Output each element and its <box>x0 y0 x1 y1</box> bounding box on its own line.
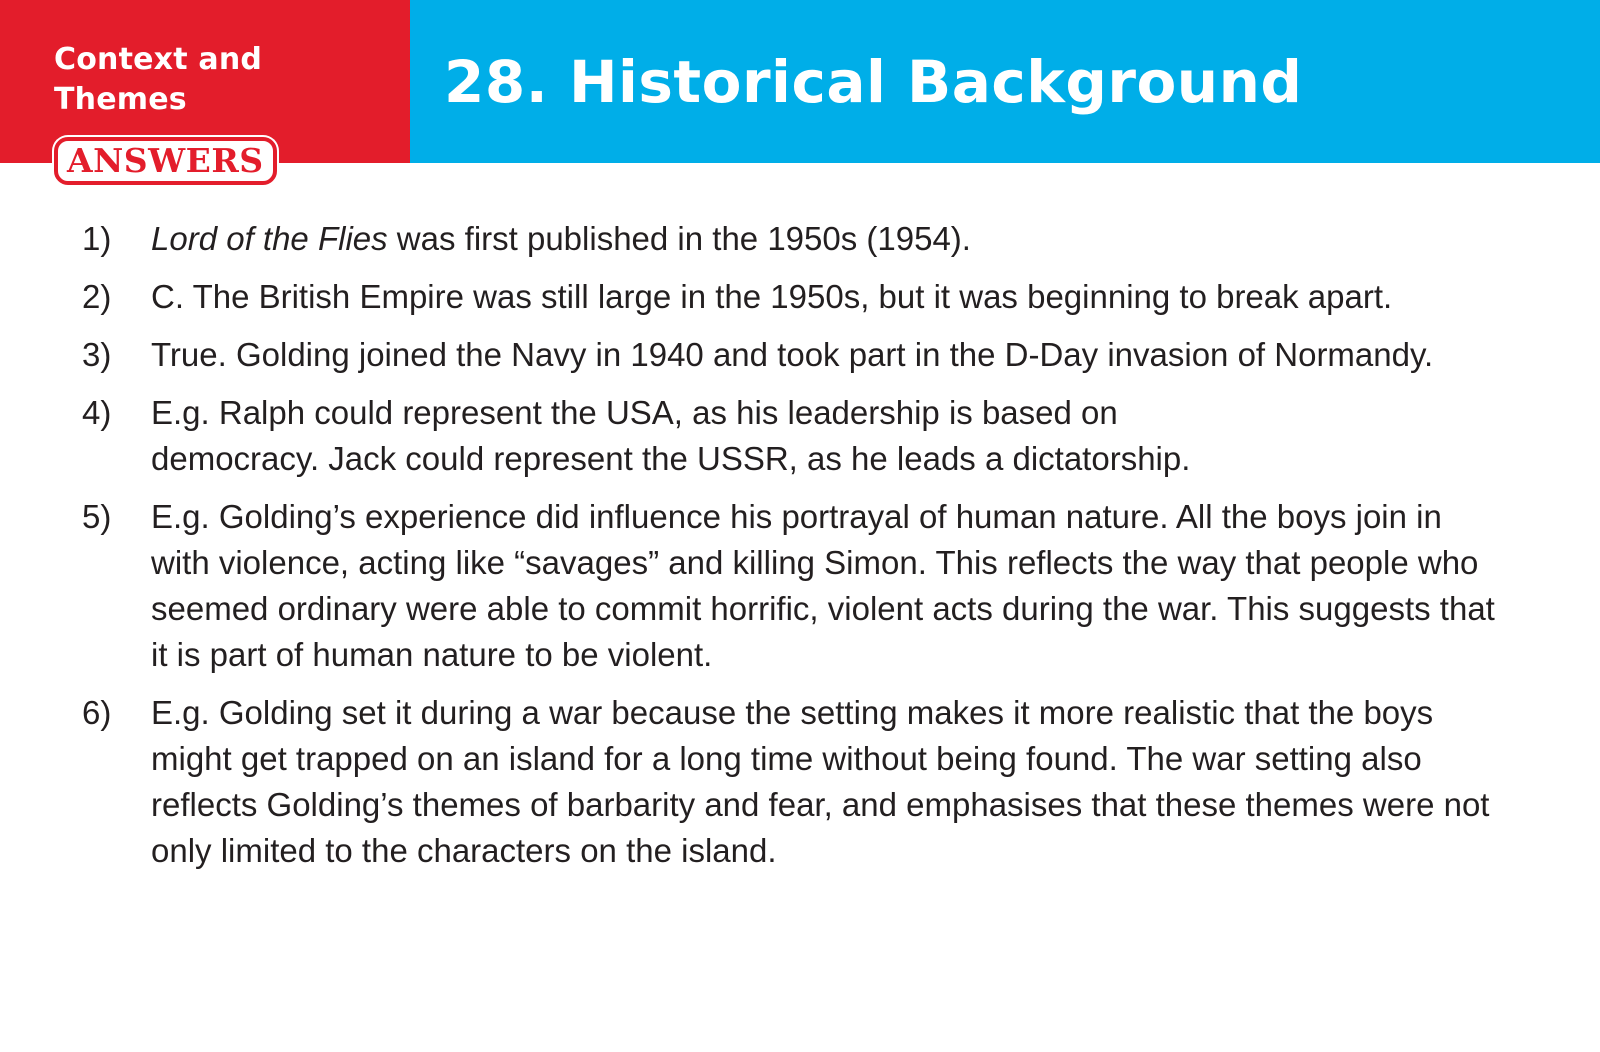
answer-item-3 <box>82 332 1572 378</box>
answer-item-5 <box>82 494 1572 678</box>
answer-text: E.g. Golding set it during a war because the setting makes it more realistic that the boys might get trapped on an island for a long time without being found. The war setting also reflects Golding’s themes of barbarity and fear, and emphasises that these themes were not only limited to the characters on the island. <box>151 694 1490 869</box>
book-title: Lord of the Flies <box>151 220 388 257</box>
answer-text <box>151 216 1572 262</box>
answer-number: 1) <box>82 220 112 257</box>
answer-text-body: was first published in the 1950s (1954). <box>387 220 971 257</box>
answer-item-4 <box>82 390 1572 482</box>
answer-text: True. Golding joined the Navy in 1940 and took part in the D-Day invasion of Normandy. <box>151 336 1434 373</box>
answer-item-2 <box>82 274 1572 320</box>
answer-number: 2) <box>82 278 112 315</box>
section-label: Context and Themes <box>54 42 263 117</box>
answer-number: 5) <box>82 498 112 535</box>
answer-item-6 <box>82 690 1572 874</box>
answer-text: C. The British Empire was still large in the 1950s, but it was beginning to break apart. <box>151 278 1393 315</box>
page-title: 28. Historical Background <box>444 48 1303 116</box>
answer-item-1 <box>82 216 1572 262</box>
answer-number: 3) <box>82 336 112 373</box>
answer-number: 6) <box>82 694 112 731</box>
answers-list <box>82 216 1572 886</box>
answer-text: E.g. Golding’s experience did influence his portrayal of human nature. All the boys join in with violence, acting like “savages” and killing Simon. This reflects the way that people who seemed ordinary were able to commit horrific, violent acts during the war. This suggests that it is part of human nature to be violent. <box>151 498 1495 673</box>
page-header <box>0 0 1600 180</box>
title-banner <box>410 0 1600 163</box>
answer-text: E.g. Ralph could represent the USA, as his leadership is based on democracy. Jack could represent the USSR, as he leads a dictatorship. <box>151 394 1191 477</box>
answer-number: 4) <box>82 394 112 431</box>
answers-badge: ANSWERS <box>54 137 277 185</box>
